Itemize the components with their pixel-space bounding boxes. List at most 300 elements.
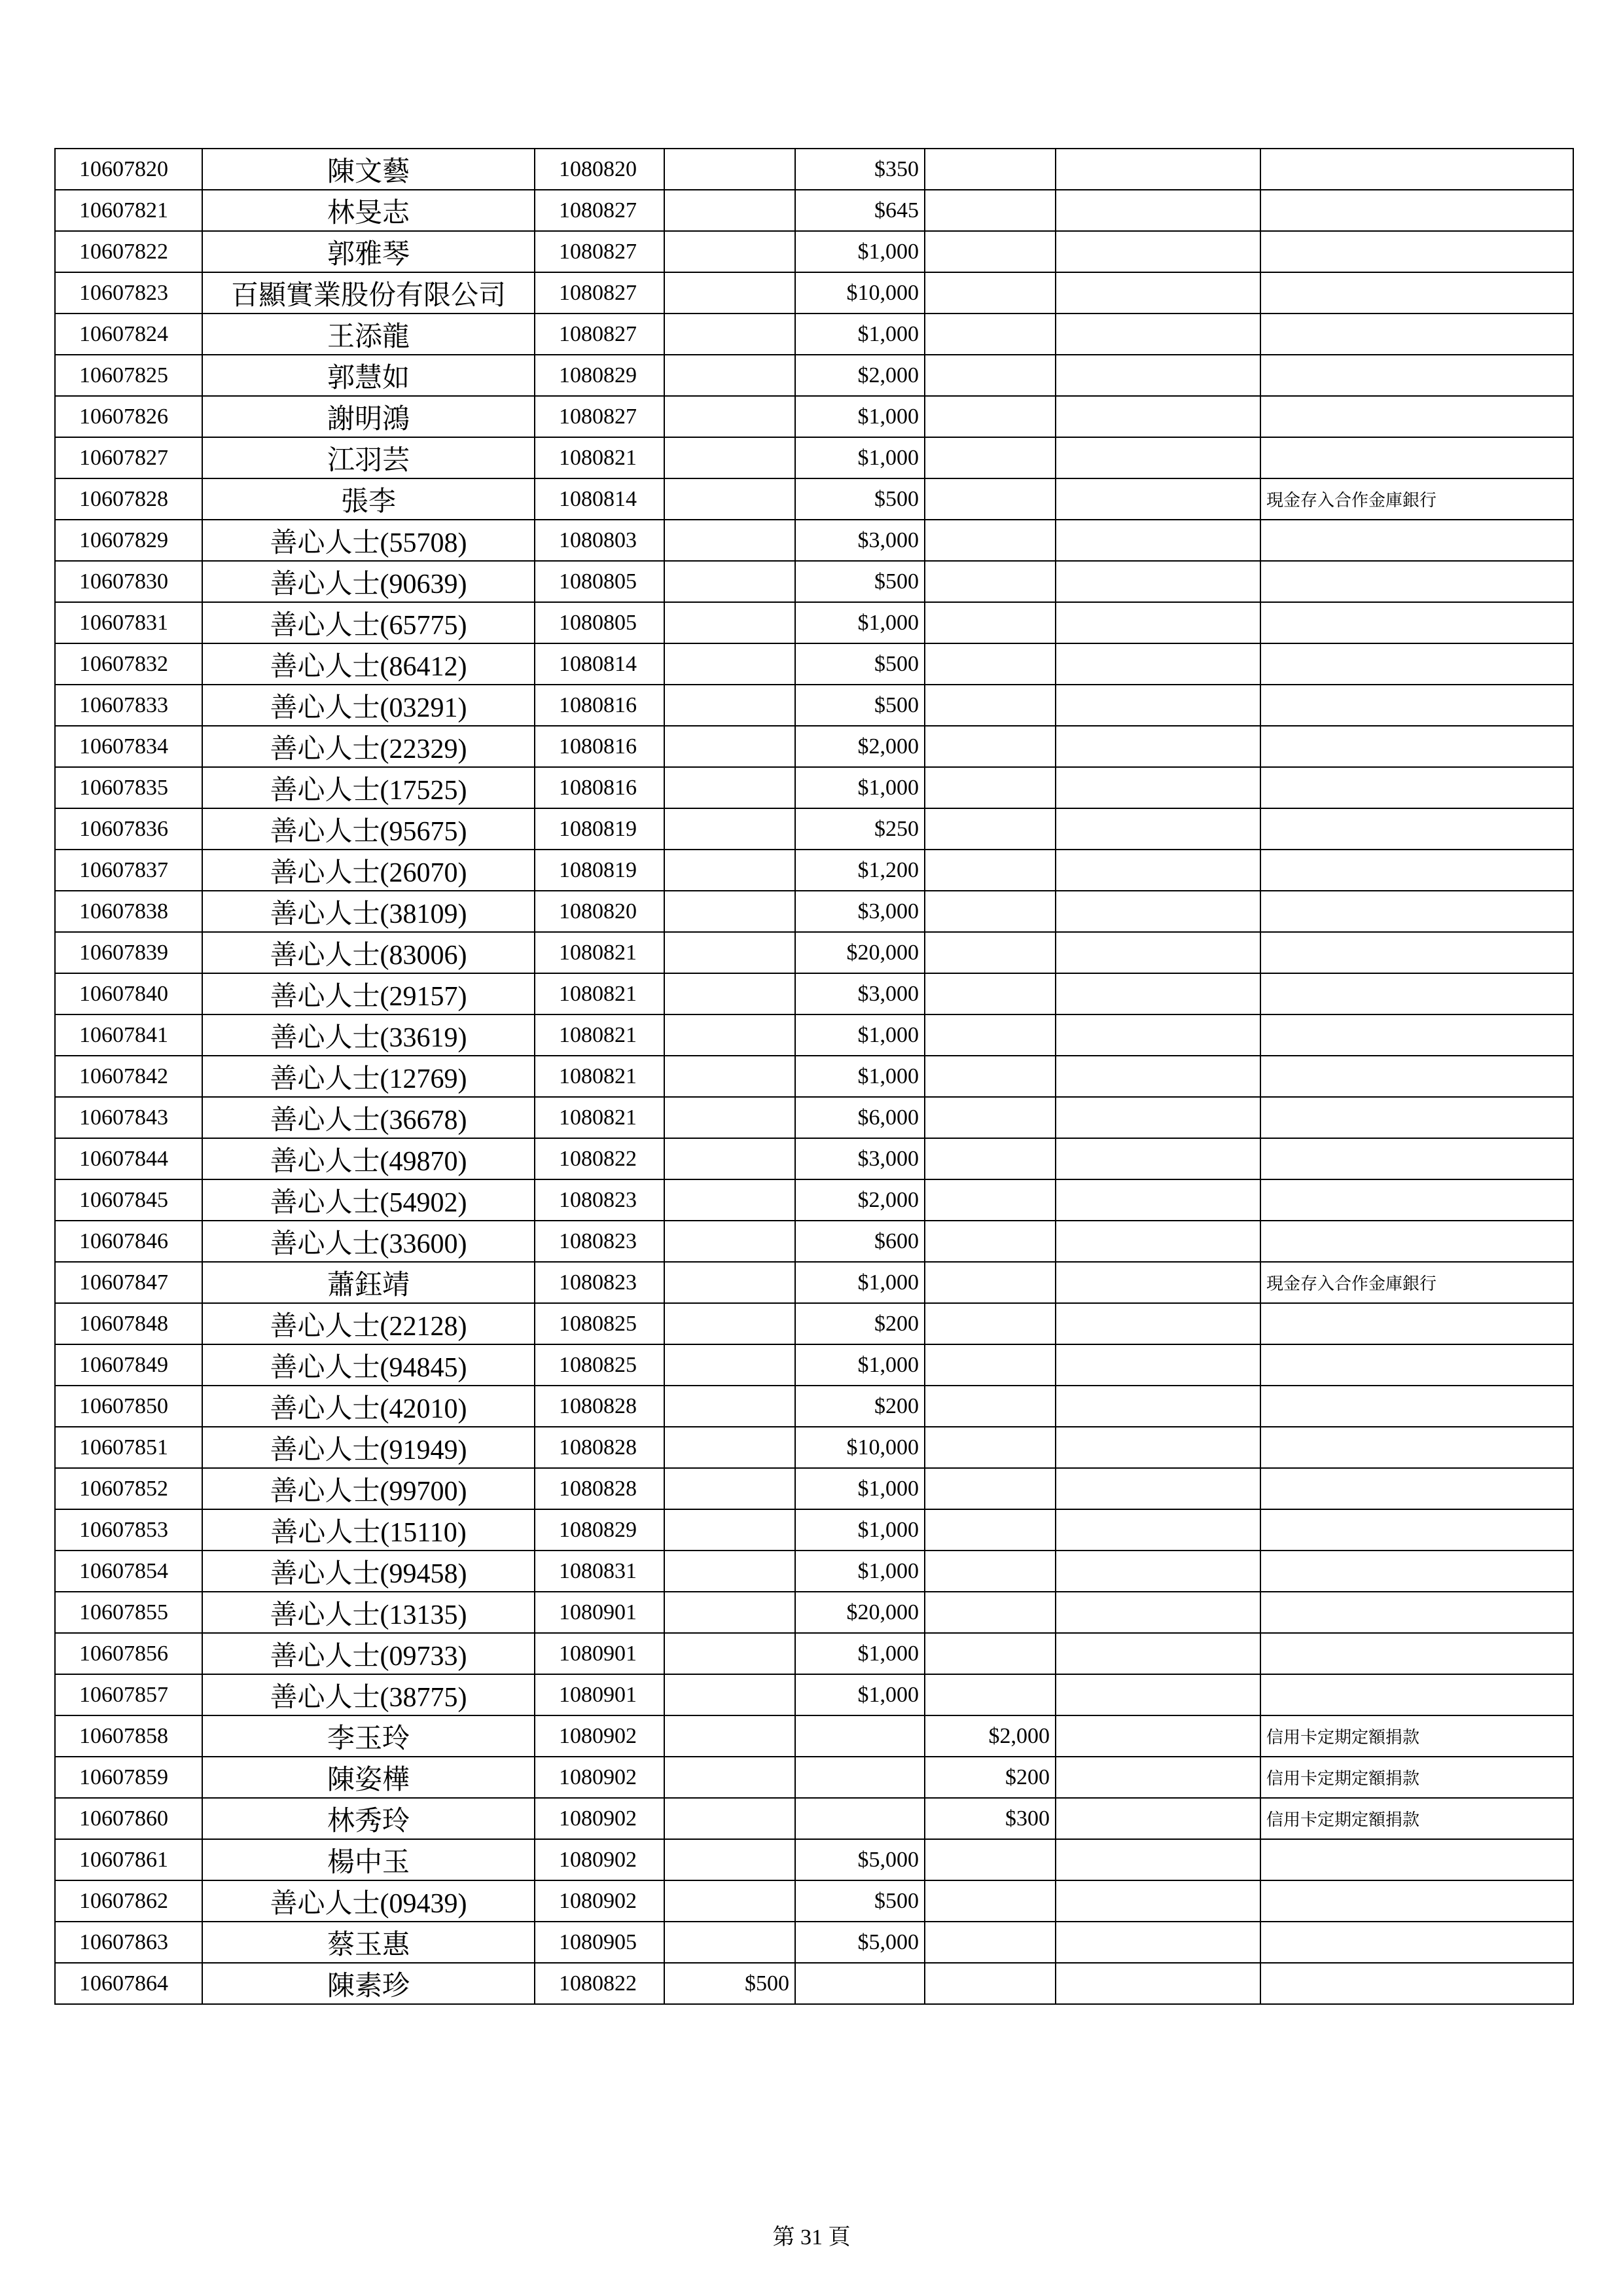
remark-cell — [1260, 1551, 1573, 1592]
amount-col-4-cell — [1056, 520, 1260, 561]
table-row — [55, 1757, 1573, 1798]
remark-cell — [1260, 1509, 1573, 1551]
amount-col-2-cell: $1,000 — [795, 1551, 925, 1592]
amount-col-1-cell — [664, 643, 795, 685]
amount-col-4-cell — [1056, 314, 1260, 355]
amount-col-3-cell — [925, 149, 1056, 190]
receipt-number-cell: 10607857 — [55, 1674, 202, 1715]
donation-date-cell: 1080823 — [535, 1179, 664, 1221]
amount-col-2-cell: $10,000 — [795, 1427, 925, 1468]
amount-col-2-cell: $5,000 — [795, 1922, 925, 1963]
receipt-number-cell: 10607824 — [55, 314, 202, 355]
donor-name-cell: 善心人士(15110) — [202, 1509, 535, 1551]
amount-col-1-cell — [664, 231, 795, 272]
donation-date-cell: 1080828 — [535, 1468, 664, 1509]
amount-col-2-cell: $350 — [795, 149, 925, 190]
amount-col-4-cell — [1056, 1674, 1260, 1715]
amount-col-1-cell — [664, 1922, 795, 1963]
amount-col-3-cell: $300 — [925, 1798, 1056, 1839]
table-row — [55, 1056, 1573, 1097]
amount-col-1-cell — [664, 973, 795, 1014]
amount-col-1-cell — [664, 767, 795, 808]
remark-cell — [1260, 1922, 1573, 1963]
table-row — [55, 726, 1573, 767]
donation-date-cell: 1080820 — [535, 891, 664, 932]
amount-col-4-cell — [1056, 231, 1260, 272]
amount-col-3-cell — [925, 1880, 1056, 1922]
donation-date-cell: 1080829 — [535, 1509, 664, 1551]
receipt-number-cell: 10607840 — [55, 973, 202, 1014]
amount-col-1-cell — [664, 850, 795, 891]
donation-date-cell: 1080827 — [535, 396, 664, 437]
amount-col-1-cell — [664, 1715, 795, 1757]
table-row — [55, 1509, 1573, 1551]
donor-name-cell: 善心人士(33619) — [202, 1014, 535, 1056]
donor-name-cell: 林旻志 — [202, 190, 535, 231]
amount-col-2-cell: $1,000 — [795, 231, 925, 272]
amount-col-2-cell: $1,000 — [795, 1344, 925, 1386]
donation-date-cell: 1080822 — [535, 1963, 664, 2004]
donation-date-cell: 1080821 — [535, 1056, 664, 1097]
amount-col-1-cell — [664, 726, 795, 767]
donor-name-cell: 蕭鈺靖 — [202, 1262, 535, 1303]
amount-col-4-cell — [1056, 1262, 1260, 1303]
donation-date-cell: 1080819 — [535, 850, 664, 891]
donation-date-cell: 1080827 — [535, 272, 664, 314]
amount-col-2-cell: $3,000 — [795, 1138, 925, 1179]
donor-name-cell: 郭慧如 — [202, 355, 535, 396]
remark-cell — [1260, 272, 1573, 314]
remark-cell — [1260, 355, 1573, 396]
donor-name-cell: 善心人士(17525) — [202, 767, 535, 808]
receipt-number-cell: 10607844 — [55, 1138, 202, 1179]
receipt-number-cell: 10607832 — [55, 643, 202, 685]
amount-col-3-cell — [925, 520, 1056, 561]
amount-col-2-cell: $2,000 — [795, 355, 925, 396]
amount-col-4-cell — [1056, 272, 1260, 314]
amount-col-1-cell — [664, 1097, 795, 1138]
amount-col-3-cell — [925, 602, 1056, 643]
donation-date-cell: 1080828 — [535, 1427, 664, 1468]
donation-date-cell: 1080902 — [535, 1757, 664, 1798]
table-row — [55, 685, 1573, 726]
table-row — [55, 272, 1573, 314]
table-row — [55, 602, 1573, 643]
amount-col-3-cell — [925, 1221, 1056, 1262]
amount-col-1-cell — [664, 1056, 795, 1097]
receipt-number-cell: 10607850 — [55, 1386, 202, 1427]
donation-date-cell: 1080902 — [535, 1880, 664, 1922]
amount-col-2-cell: $6,000 — [795, 1097, 925, 1138]
amount-col-4-cell — [1056, 561, 1260, 602]
amount-col-2-cell: $200 — [795, 1386, 925, 1427]
donation-date-cell: 1080902 — [535, 1798, 664, 1839]
remark-cell — [1260, 1138, 1573, 1179]
amount-col-2-cell: $1,000 — [795, 1056, 925, 1097]
amount-col-4-cell — [1056, 685, 1260, 726]
remark-cell — [1260, 1427, 1573, 1468]
amount-col-2-cell: $500 — [795, 1880, 925, 1922]
donation-date-cell: 1080814 — [535, 643, 664, 685]
amount-col-2-cell: $500 — [795, 478, 925, 520]
amount-col-3-cell — [925, 1344, 1056, 1386]
receipt-number-cell: 10607822 — [55, 231, 202, 272]
receipt-number-cell: 10607854 — [55, 1551, 202, 1592]
table-row — [55, 1880, 1573, 1922]
donor-name-cell: 善心人士(99700) — [202, 1468, 535, 1509]
donation-date-cell: 1080901 — [535, 1633, 664, 1674]
remark-cell — [1260, 1839, 1573, 1880]
amount-col-3-cell: $200 — [925, 1757, 1056, 1798]
amount-col-3-cell — [925, 726, 1056, 767]
amount-col-1-cell — [664, 1509, 795, 1551]
receipt-number-cell: 10607843 — [55, 1097, 202, 1138]
amount-col-3-cell — [925, 1592, 1056, 1633]
remark-cell — [1260, 1303, 1573, 1344]
amount-col-3-cell — [925, 1468, 1056, 1509]
amount-col-1-cell — [664, 1262, 795, 1303]
amount-col-3-cell — [925, 1303, 1056, 1344]
amount-col-1-cell — [664, 478, 795, 520]
remark-cell — [1260, 1880, 1573, 1922]
receipt-number-cell: 10607859 — [55, 1757, 202, 1798]
amount-col-4-cell — [1056, 1386, 1260, 1427]
table-row — [55, 767, 1573, 808]
receipt-number-cell: 10607856 — [55, 1633, 202, 1674]
amount-col-2-cell: $600 — [795, 1221, 925, 1262]
donor-name-cell: 善心人士(55708) — [202, 520, 535, 561]
table-row — [55, 932, 1573, 973]
amount-col-1-cell — [664, 1386, 795, 1427]
amount-col-3-cell — [925, 1014, 1056, 1056]
receipt-number-cell: 10607837 — [55, 850, 202, 891]
donor-name-cell: 善心人士(09439) — [202, 1880, 535, 1922]
amount-col-2-cell — [795, 1963, 925, 2004]
remark-cell — [1260, 602, 1573, 643]
donor-name-cell: 陳文藝 — [202, 149, 535, 190]
donor-name-cell: 善心人士(03291) — [202, 685, 535, 726]
amount-col-4-cell — [1056, 1839, 1260, 1880]
remark-cell — [1260, 643, 1573, 685]
amount-col-1-cell — [664, 1179, 795, 1221]
remark-cell — [1260, 932, 1573, 973]
table-row — [55, 1633, 1573, 1674]
amount-col-4-cell — [1056, 1344, 1260, 1386]
amount-col-3-cell — [925, 355, 1056, 396]
amount-col-2-cell: $3,000 — [795, 973, 925, 1014]
remark-cell — [1260, 1386, 1573, 1427]
amount-col-3-cell — [925, 932, 1056, 973]
donor-name-cell: 李玉玲 — [202, 1715, 535, 1757]
receipt-number-cell: 10607830 — [55, 561, 202, 602]
remark-cell — [1260, 1674, 1573, 1715]
receipt-number-cell: 10607838 — [55, 891, 202, 932]
amount-col-4-cell — [1056, 149, 1260, 190]
donor-name-cell: 張李 — [202, 478, 535, 520]
amount-col-3-cell — [925, 850, 1056, 891]
receipt-number-cell: 10607846 — [55, 1221, 202, 1262]
donor-name-cell: 善心人士(90639) — [202, 561, 535, 602]
table-row — [55, 643, 1573, 685]
remark-cell — [1260, 891, 1573, 932]
amount-col-2-cell: $1,000 — [795, 767, 925, 808]
amount-col-4-cell — [1056, 602, 1260, 643]
receipt-number-cell: 10607823 — [55, 272, 202, 314]
donation-date-cell: 1080827 — [535, 231, 664, 272]
receipt-number-cell: 10607841 — [55, 1014, 202, 1056]
table-row — [55, 314, 1573, 355]
donation-date-cell: 1080819 — [535, 808, 664, 850]
donation-date-cell: 1080827 — [535, 314, 664, 355]
amount-col-1-cell — [664, 602, 795, 643]
donor-name-cell: 善心人士(83006) — [202, 932, 535, 973]
amount-col-1-cell — [664, 1839, 795, 1880]
table-row — [55, 1138, 1573, 1179]
amount-col-4-cell — [1056, 1798, 1260, 1839]
amount-col-1-cell — [664, 685, 795, 726]
donor-name-cell: 善心人士(94845) — [202, 1344, 535, 1386]
remark-cell — [1260, 1179, 1573, 1221]
amount-col-1-cell — [664, 149, 795, 190]
table-row — [55, 973, 1573, 1014]
amount-col-1-cell — [664, 355, 795, 396]
donation-date-cell: 1080823 — [535, 1221, 664, 1262]
amount-col-2-cell: $1,000 — [795, 1014, 925, 1056]
receipt-number-cell: 10607860 — [55, 1798, 202, 1839]
amount-col-1-cell — [664, 1138, 795, 1179]
donor-name-cell: 善心人士(12769) — [202, 1056, 535, 1097]
amount-col-4-cell — [1056, 1963, 1260, 2004]
amount-col-2-cell — [795, 1715, 925, 1757]
table-row — [55, 1839, 1573, 1880]
amount-col-2-cell: $20,000 — [795, 932, 925, 973]
amount-col-2-cell: $500 — [795, 561, 925, 602]
donor-name-cell: 王添龍 — [202, 314, 535, 355]
table-row — [55, 1344, 1573, 1386]
amount-col-2-cell: $2,000 — [795, 726, 925, 767]
table-row — [55, 1798, 1573, 1839]
amount-col-1-cell — [664, 1880, 795, 1922]
table-row — [55, 1014, 1573, 1056]
receipt-number-cell: 10607863 — [55, 1922, 202, 1963]
remark-cell — [1260, 561, 1573, 602]
amount-col-2-cell: $5,000 — [795, 1839, 925, 1880]
amount-col-3-cell — [925, 314, 1056, 355]
receipt-number-cell: 10607862 — [55, 1880, 202, 1922]
receipt-number-cell: 10607825 — [55, 355, 202, 396]
amount-col-2-cell: $200 — [795, 1303, 925, 1344]
amount-col-4-cell — [1056, 437, 1260, 478]
donation-date-cell: 1080814 — [535, 478, 664, 520]
table-row — [55, 1963, 1573, 2004]
amount-col-1-cell — [664, 808, 795, 850]
remark-cell — [1260, 767, 1573, 808]
amount-col-3-cell — [925, 1427, 1056, 1468]
amount-col-3-cell — [925, 1179, 1056, 1221]
donor-name-cell: 善心人士(22329) — [202, 726, 535, 767]
amount-col-2-cell: $645 — [795, 190, 925, 231]
remark-cell — [1260, 850, 1573, 891]
amount-col-3-cell — [925, 437, 1056, 478]
donation-date-cell: 1080822 — [535, 1138, 664, 1179]
receipt-number-cell: 10607827 — [55, 437, 202, 478]
receipt-number-cell: 10607851 — [55, 1427, 202, 1468]
amount-col-4-cell — [1056, 850, 1260, 891]
donor-name-cell: 江羽芸 — [202, 437, 535, 478]
donor-name-cell: 善心人士(36678) — [202, 1097, 535, 1138]
amount-col-1-cell — [664, 1551, 795, 1592]
receipt-number-cell: 10607858 — [55, 1715, 202, 1757]
amount-col-1-cell: $500 — [664, 1963, 795, 2004]
amount-col-4-cell — [1056, 1633, 1260, 1674]
amount-col-1-cell — [664, 396, 795, 437]
page-number: 第 31 頁 — [772, 2225, 851, 2250]
remark-cell — [1260, 231, 1573, 272]
amount-col-3-cell — [925, 1138, 1056, 1179]
amount-col-4-cell — [1056, 932, 1260, 973]
remark-cell: 現金存入合作金庫銀行 — [1260, 478, 1573, 520]
amount-col-4-cell — [1056, 1014, 1260, 1056]
receipt-number-cell: 10607821 — [55, 190, 202, 231]
amount-col-4-cell — [1056, 1097, 1260, 1138]
donor-name-cell: 陳素珍 — [202, 1963, 535, 2004]
donation-date-cell: 1080829 — [535, 355, 664, 396]
remark-cell — [1260, 1014, 1573, 1056]
remark-cell — [1260, 1633, 1573, 1674]
receipt-number-cell: 10607820 — [55, 149, 202, 190]
amount-col-1-cell — [664, 1468, 795, 1509]
amount-col-1-cell — [664, 1221, 795, 1262]
amount-col-4-cell — [1056, 1221, 1260, 1262]
donation-date-cell: 1080821 — [535, 437, 664, 478]
amount-col-2-cell: $1,000 — [795, 314, 925, 355]
receipt-number-cell: 10607834 — [55, 726, 202, 767]
amount-col-1-cell — [664, 1427, 795, 1468]
donation-date-cell: 1080816 — [535, 726, 664, 767]
amount-col-1-cell — [664, 1014, 795, 1056]
amount-col-1-cell — [664, 932, 795, 973]
amount-col-4-cell — [1056, 190, 1260, 231]
amount-col-2-cell: $250 — [795, 808, 925, 850]
amount-col-3-cell — [925, 767, 1056, 808]
receipt-number-cell: 10607861 — [55, 1839, 202, 1880]
amount-col-4-cell — [1056, 355, 1260, 396]
table-row — [55, 1303, 1573, 1344]
amount-col-3-cell — [925, 561, 1056, 602]
amount-col-1-cell — [664, 272, 795, 314]
table-row — [55, 1427, 1573, 1468]
amount-col-4-cell — [1056, 1468, 1260, 1509]
amount-col-3-cell — [925, 973, 1056, 1014]
table-row — [55, 1715, 1573, 1757]
table-row — [55, 561, 1573, 602]
remark-cell: 信用卡定期定額捐款 — [1260, 1715, 1573, 1757]
amount-col-3-cell — [925, 1839, 1056, 1880]
amount-col-3-cell — [925, 231, 1056, 272]
amount-col-3-cell — [925, 1262, 1056, 1303]
amount-col-4-cell — [1056, 1551, 1260, 1592]
donation-date-cell: 1080803 — [535, 520, 664, 561]
amount-col-1-cell — [664, 1592, 795, 1633]
table-row — [55, 1922, 1573, 1963]
donation-date-cell: 1080821 — [535, 1097, 664, 1138]
donor-name-cell: 百顯實業股份有限公司 — [202, 272, 535, 314]
amount-col-4-cell — [1056, 808, 1260, 850]
amount-col-3-cell — [925, 1674, 1056, 1715]
amount-col-2-cell: $500 — [795, 685, 925, 726]
amount-col-4-cell — [1056, 726, 1260, 767]
donor-name-cell: 善心人士(49870) — [202, 1138, 535, 1179]
amount-col-2-cell: $1,000 — [795, 1468, 925, 1509]
amount-col-2-cell: $1,200 — [795, 850, 925, 891]
amount-col-1-cell — [664, 1674, 795, 1715]
amount-col-3-cell — [925, 1963, 1056, 2004]
table-row — [55, 1592, 1573, 1633]
table-row — [55, 1674, 1573, 1715]
table-row — [55, 396, 1573, 437]
amount-col-3-cell — [925, 1922, 1056, 1963]
amount-col-3-cell — [925, 808, 1056, 850]
amount-col-2-cell: $1,000 — [795, 602, 925, 643]
donor-name-cell: 善心人士(86412) — [202, 643, 535, 685]
remark-cell — [1260, 726, 1573, 767]
amount-col-4-cell — [1056, 1179, 1260, 1221]
receipt-number-cell: 10607833 — [55, 685, 202, 726]
donation-date-cell: 1080828 — [535, 1386, 664, 1427]
amount-col-3-cell — [925, 685, 1056, 726]
amount-col-4-cell — [1056, 478, 1260, 520]
table-row — [55, 190, 1573, 231]
donation-date-cell: 1080821 — [535, 1014, 664, 1056]
donation-date-cell: 1080805 — [535, 561, 664, 602]
remark-cell — [1260, 973, 1573, 1014]
donor-name-cell: 善心人士(33600) — [202, 1221, 535, 1262]
donor-name-cell: 善心人士(38109) — [202, 891, 535, 932]
table-row — [55, 1468, 1573, 1509]
donation-date-cell: 1080821 — [535, 932, 664, 973]
donor-name-cell: 謝明鴻 — [202, 396, 535, 437]
receipt-number-cell: 10607831 — [55, 602, 202, 643]
amount-col-4-cell — [1056, 396, 1260, 437]
amount-col-4-cell — [1056, 1757, 1260, 1798]
remark-cell — [1260, 1097, 1573, 1138]
table-row — [55, 231, 1573, 272]
donation-date-cell: 1080902 — [535, 1715, 664, 1757]
donation-date-cell: 1080825 — [535, 1303, 664, 1344]
amount-col-4-cell — [1056, 1303, 1260, 1344]
donation-date-cell: 1080827 — [535, 190, 664, 231]
remark-cell — [1260, 1056, 1573, 1097]
donor-name-cell: 善心人士(42010) — [202, 1386, 535, 1427]
amount-col-2-cell: $1,000 — [795, 1262, 925, 1303]
donor-name-cell: 善心人士(26070) — [202, 850, 535, 891]
amount-col-2-cell: $500 — [795, 643, 925, 685]
amount-col-2-cell: $1,000 — [795, 437, 925, 478]
receipt-number-cell: 10607826 — [55, 396, 202, 437]
receipt-number-cell: 10607845 — [55, 1179, 202, 1221]
donation-date-cell: 1080825 — [535, 1344, 664, 1386]
table-row — [55, 1097, 1573, 1138]
amount-col-3-cell — [925, 643, 1056, 685]
amount-col-3-cell — [925, 1551, 1056, 1592]
table-row — [55, 1551, 1573, 1592]
amount-col-4-cell — [1056, 1715, 1260, 1757]
amount-col-3-cell — [925, 1633, 1056, 1674]
receipt-number-cell: 10607847 — [55, 1262, 202, 1303]
amount-col-1-cell — [664, 190, 795, 231]
amount-col-3-cell — [925, 190, 1056, 231]
table-row — [55, 520, 1573, 561]
